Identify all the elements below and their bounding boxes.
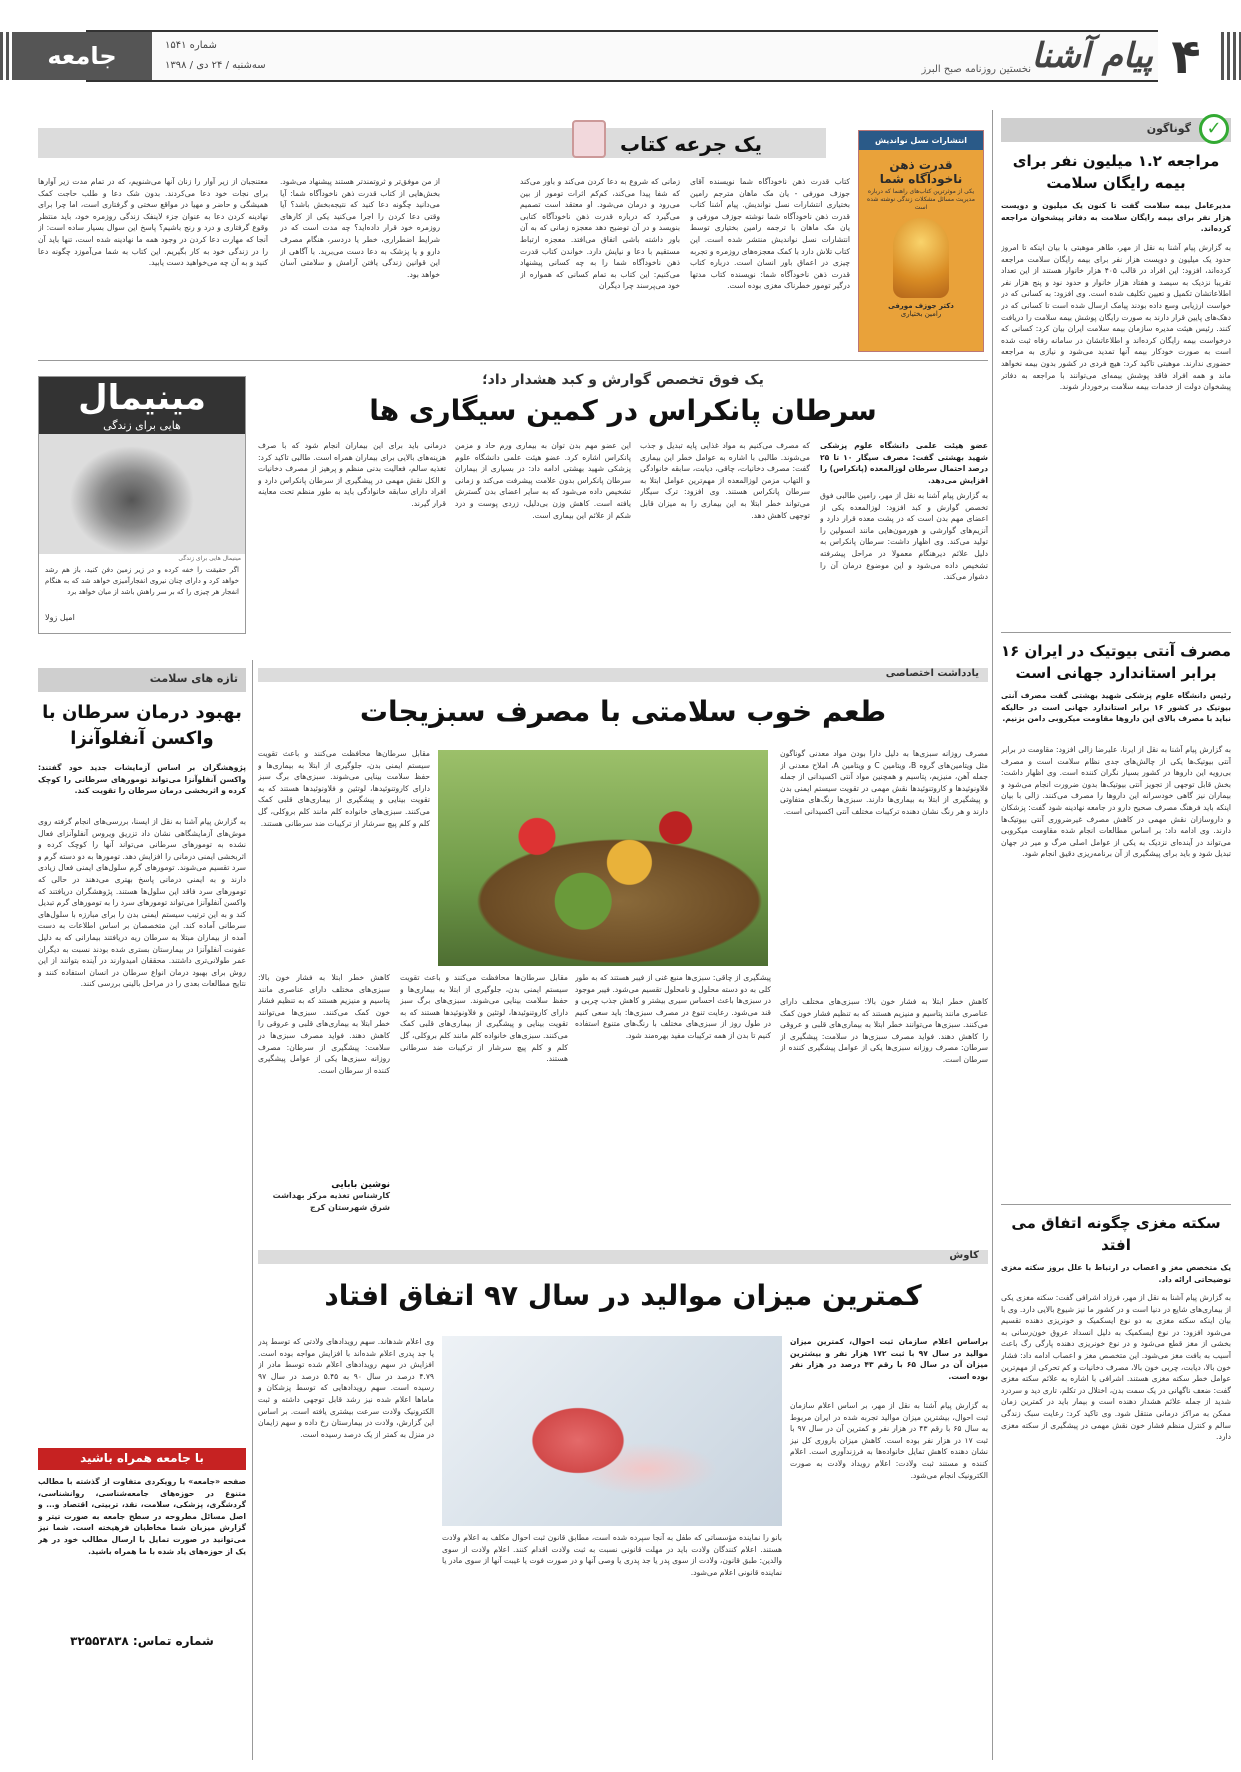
cover-translator: رامین بختیاری	[900, 310, 942, 318]
book-col-1: کتاب قدرت ذهن ناخودآگاه شما نویسنده آقای جوزف مورفی - یان مک ماهان مترجم رامین بختیاری انتشارات نسل نواندیش. پیام آشنا کتاب قدرت ذهن ناخودآگاه شما نوشته جوزف مورفی و یان مک ماهان با ترجمه رامین بختیاری توسط انتشارات نسل نواندیش منتشر شده است. این کتاب تلاش دارد با کمک معجزه‌های روزمره و تجربه چیزی در اعماق باور انسان است. درباره کتاب قدرت ذهن ناخودآگاه شما: نویسنده کتاب مدتها درگیر تومور خطرناک مغزی بوده است.	[690, 177, 850, 291]
minimal-brand: مینیمال	[39, 377, 245, 419]
minimal-box	[38, 376, 246, 634]
section-title: جامعه	[47, 42, 117, 70]
sidebar-label: گوناگون	[1146, 122, 1191, 135]
ad-title: با جامعه همراه باشید	[80, 1451, 204, 1465]
births-col-3: وی اعلام شدهاند. سهم رویدادهای ولادتی که توسط پدر یا جد پدری اعلام شده‌اند با افزایش مواجه بوده است. افزایش در سهم رویدادهای اعلام شده توسط مادر از ۴.۷۹ درصد در سال ۹۰ به ۵.۴۵ درصد در سال ۹۷ رسیده است. سهم رویدادهایی که توسط پزشکان و ماماها اعلام شده نیز رشد قابل توجهی داشته و ثبت الکترونیک ولادت سرعت بیشتری یافته است. بر اساس این گزارش، ولادت در بیمارستان رخ داده و سهم زایمان در منزل به کمتر از یک درصد رسیده است.	[258, 1337, 434, 1439]
cover-title: قدرت ذهن ناخودآگاه شما	[879, 158, 963, 186]
divider	[1001, 1204, 1231, 1205]
page-number: ۴	[1171, 29, 1201, 85]
cancer-col-2: که مصرف می‌کنیم به مواد غذایی پایه تبدیل و جذب می‌شوند. طالبی با اشاره به عوامل خطر این بیماری گفت: مصرف دخانیات، چاقی، دیابت، سابقه خانوادگی و التهاب مزمن لوزالمعده از مهم‌ترین عوامل ابتلا به سرطان پانکراس هستند. وی افزود: ترک سیگار می‌تواند خطر ابتلا به این بیماری را به میزان قابل توجهی کاهش دهد.	[640, 441, 810, 520]
minimal-quote: اگر حقیقت را خفه کرده و در زیر زمین دفن کنید، باز هم رشد خواهد کرد و دارای چنان نیروی انفجارآمیزی خواهد شد که به هنگام انفجار هر چیزی را که بر سر راهش باشد از میان خواهد برد	[45, 566, 239, 596]
sidebar-a1-body: به گزارش پیام آشنا به نقل از مهر، طاهر موهبتی با بیان اینکه تا امروز حدود یک میلیون و دویست هزار نفر برای بیمه رایگان سلامت مراجعه کرده‌اند، افزود: این افراد در قالب ۴۰۵ هزار خانوار هستند از این تعداد تقریبا نزدیک به سیصد و هفتاد هزار خانوار و حدود نود و پنج هزار نفر اطلاعاتشان تکمیل و تعیین تکلیف شده است. وی افزود: به کسانی که در خواست ارزیابی وسع داده بودند پیامک ارسال شده است تا کسانی که در دهک‌های پایین قرار دارند به صورت رایگان پوشش بیمه سلامت را دریافت کنند. رئیس هیئت مدیره سازمان بیمه سلامت ایران بیان کرد: کسانی که درخواست بیمه رایگان کرده‌اند و اطلاعاتشان در سامانه رفاه ثبت شده است به صورت خودکار بیمه آنها تمدید می‌شود و نیازی به مراجعه حضوری ندارند. موهبتی تاکید کرد: هیچ فردی در کشور بدون بیمه نخواهد ماند و همه افراد فاقد پوشش بیمه‌ای می‌توانند با مراجعه به دفاتر پیشخوان دولت از خدمات بیمه سلامت برخوردار شوند.	[1001, 243, 1231, 392]
ad-body: صفحه «جامعه» با رویکردی متفاوت از گذشته با مطالب متنوع در حوزه‌های جامعه‌شناسی، روانشناسی، گردشگری، پزشکی، سلامت، نقد، تربیتی، اقتصاد و... و اصل مسائل مطروحه در سطح جامعه به صورت تیتر و گزارش میزبان شما مخاطبان فرهیخته است. شما نیز می‌توانید در صورت تمایل با ارسال مطالب خود در هر یک از حوزه‌های یاد شده با ما همراه باشید.	[38, 1477, 246, 1556]
book-cover	[858, 130, 984, 352]
issue-date: سه‌شنبه / ۲۴ دی / ۱۳۹۸	[165, 60, 266, 71]
births-lead: براساس اعلام سازمان ثبت احوال، کمترین میزان موالید در سال ۹۷ با ثبت ۱۷۲ هزار نفر و بیشترین میزان آن در سال ۶۵ با رقم ۴۳ درصد در هزار نفر بوده است.	[790, 1337, 988, 1381]
ad-phone: شماره تماس: ۳۲۵۵۳۸۳۸	[70, 1634, 214, 1648]
sidebar-a3-body: به گزارش پیام آشنا به نقل از مهر، فرزاد اشرافی گفت: سکته مغزی یکی از بیماری‌های شایع در دنیا است و در کشور ما نیز شیوع بالایی دارد. وی با بیان اینکه سکته مغزی به دو نوع ایسکمیک و خونریزی دهنده تقسیم می‌شود افزود: در نوع ایسکمیک به دلیل انسداد عروق خون‌رسانی به بخشی از مغز قطع می‌شود و در نوع خونریزی دهنده پارگی رگ باعث آسیب به بافت مغز می‌شود. این متخصص مغز و اعصاب ادامه داد: فشار خون بالا، دیابت، چربی خون بالا، مصرف دخانیات و کم تحرکی از مهم‌ترین عوامل خطر سکته مغزی هستند. اشرافی با اشاره به علائم سکته مغزی گفت: ضعف ناگهانی در یک سمت بدن، اختلال در تکلم، تاری دید و سردرد شدید از جمله علائم هشدار دهنده است و بیمار باید در کمترین زمان ممکن به مراکز درمانی منتقل شود. وی تاکید کرد: رعایت سبک زندگی سالم و کنترل منظم فشار خون نقش مهمی در پیشگیری از سکته مغزی دارد.	[1001, 1293, 1231, 1442]
cover-publisher: انتشارات نسل نواندیش	[859, 131, 983, 150]
cancer-col-1: به گزارش پیام آشنا به نقل از مهر، رامین طالبی فوق تخصص گوارش و کبد افزود: لوزالمعده یکی از اعضای مهم بدن است که در پشت معده قرار دارد و آنزیم‌های گوارشی و هورمون‌هایی مانند انسولین را تولید می‌کند. وی اظهار داشت: سرطان پانکراس به دلیل علائم دیرهنگام معمولا در مراحل پیشرفته تشخیص داده می‌شود و این موضوع درمان آن را دشوار می‌کند.	[820, 491, 988, 582]
births-col-2: بانو را نماینده مؤسساتی که طفل به آنجا سپرده شده است، مطابق قانون ثبت احوال مکلف به اعلام ولادت هستند. اعلام کنندگان ولادت باید در مهلت قانونی نسبت به ثبت ولادت اقدام کنند. اعلام ولادت از سوی والدین: طبق قانون، ولادت از سوی پدر یا جد پدری یا وصی آنها و در صورت فوت یا غیبت آنها از سوی مادر یا نماینده قانونی اعلام می‌شود.	[442, 1533, 782, 1577]
minimal-tagline: هایی برای زندگی	[39, 419, 245, 434]
veg-author-block	[258, 1180, 390, 1236]
vaccine-body: به گزارش پیام آشنا به نقل از ایسنا، بررسی‌های انجام گرفته روی موش‌های آزمایشگاهی نشان داد تزریق ویروس آنفلوآنزای فعال نشده به تومورهای سرطانی می‌تواند آنها را کوچک کرده و اثربخشی ایمنی درمانی را افزایش دهد. تومورها به دو دسته گرم و سرد تقسیم می‌شوند. تومورهای گرم سلول‌های ایمنی فعال زیادی دارند و به ایمنی درمانی پاسخ بهتری می‌دهند در حالی که تومورهای سرد فاقد این سلول‌ها هستند. پژوهشگران دریافتند که واکسن آنفلوآنزا می‌تواند تومورهای سرد را به تومورهای گرم تبدیل کند و به این ترتیب سیستم ایمنی بدن را برای مبارزه با سلول‌های سرطانی آماده کند. این متخصصان بر اساس اطلاعات به دست آمده از بیماران مبتلا به سرطان ریه دریافتند بیمارانی که به دلیل عفونت آنفلوآنزا در بیمارستان بستری شده بودند نسبت به دیگران عمر طولانی‌تری داشتند. محققان امیدوارند در آینده بتوانند از این روش برای بهبود درمان انواع سرطان در انسان استفاده کنند و نتایج مطالعات بعدی را در مراحل بالینی بررسی کنند.	[38, 817, 246, 989]
divider	[1001, 632, 1231, 633]
issue-number: شماره ۱۵۴۱	[165, 40, 217, 51]
cup-icon	[572, 120, 606, 158]
book-col-3: از من موفق‌تر و ثروتمندتر هستند پیشنهاد می‌شود. بخش‌هایی از کتاب قدرت ذهن ناخودآگاه شما: آیا می‌دانید چگونه دعا کنید که نتیجه‌بخش باشد؟ آیا وقتی دعا کردن را اجرا می‌کنید یکی از کارهای روزمره خود قرار داده‌اید؟ چه مدت است که در شرایط اضطراری، خطر یا دردسر، هنگام مصرف دارو و یا پزشک به دعا دست می‌برید. با آگاهی از این قوانین زندگی یافتن آرامش و سلامتی آسان خواهد بود.	[280, 177, 440, 279]
newborn-image	[442, 1336, 782, 1526]
sidebar-a3-lead: یک متخصص مغز و اعصاب در ارتباط با علل بروز سکته مغزی توضیحاتی ارائه داد.	[1001, 1263, 1231, 1284]
cancer-col-3: این عضو مهم بدن توان به بیماری ورم حاد و مزمن پانکراس اشاره کرد. عضو هیئت علمی دانشگاه علوم پزشکی شهید بهشتی ادامه داد: در بسیاری از بیماران سرطان پانکراس بدون علامت پیشرفت می‌کند و زمانی تشخیص داده می‌شود که به سایر اعضای بدن گسترش یافته است. کاهش وزن بی‌دلیل، زردی پوست و درد شکم از علائم این بیماری است.	[455, 441, 631, 520]
minimal-caption: مینیمال هایی برای زندگی	[178, 555, 241, 562]
births-label: کاوش	[949, 1250, 979, 1261]
portrait-image	[39, 434, 245, 554]
vaccine-title: بهبود درمان سرطان با واکسن آنفلوآنزا	[42, 702, 242, 749]
veg-col-2: مقابل سرطان‌ها محافظت می‌کنند و باعث تقویت سیستم ایمنی بدن، جلوگیری از ابتلا به بیماری‌ها و حفظ سلامت بینایی می‌شوند. سبزی‌های برگ سبز دارای کاروتنوئیدها، لوتئین و فلاونوئیدها هستند که به تقویت بینایی و پیشگیری از بیماری‌های قلبی کمک می‌کنند. سبزی‌های خانواده کلم مانند کلم بروکلی، گل کلم و کلم پیچ سرشار از ترکیبات ضد سرطانی هستند.	[258, 749, 430, 828]
veg-col-5: کاهش خطر ابتلا به فشار خون بالا: سبزی‌های مختلف دارای عناصری مانند پتاسیم و منیزیم هستند که به تنظیم فشار خون کمک می‌کنند. سبزی‌ها می‌توانند خطر ابتلا به بیماری‌های قلبی و عروقی را کاهش دهند. فواید مصرف سبزی‌ها در سلامت: پیشگیری از سرطان: مصرف روزانه سبزی‌ها یکی از عوامل پیشگیری کننده از سرطان است.	[258, 973, 390, 1075]
book-col-2: زمانی که شروع به دعا کردن می‌کند و باور می‌کند که شفا پیدا می‌کند، کم‌کم اثرات تومور از بین می‌رود و درمان می‌شود. او معتقد است تصمیم می‌گیرد که درباره قدرت ذهن ناخودآگاه کتابی بنویسد و در آن توضیح دهد معجزه زمانی که به آن باور داشته باشی اتفاق می‌افتد. معجزه ارتباط مستقیم با دعا و نیایش دارد. خواندن کتاب قدرت ذهن ناخودآگاه شما را به چه کسانی پیشنهاد می‌کنیم: این کتاب به تمام کسانی که همواره از خود می‌پرسند چرا دیگران	[520, 177, 680, 291]
sidebar-a1-title: مراجعه ۱.۲ میلیون نفر برای بیمه رایگان سلامت	[1012, 152, 1220, 192]
veg-author-role: کارشناس تغذیه مرکز بهداشت شرق شهرستان کرج	[272, 1191, 390, 1212]
cover-subtitle: یکی از موثرترین کتاب‌های راهنما که درباره مدیریت مسائل مشکلات زندگی نوشته شده است	[867, 188, 975, 211]
veg-title: طعم خوب سلامتی با مصرف سبزیجات	[359, 695, 887, 728]
veg-author-name: نوشین بابایی	[331, 1180, 390, 1190]
births-label-bar	[258, 1250, 988, 1264]
veg-label: یادداشت اختصاصی	[885, 668, 979, 679]
health-label-bar	[38, 668, 246, 692]
births-col-1: به گزارش پیام آشنا به نقل از مهر، بر اساس اعلام سازمان ثبت احوال، بیشترین میزان موالید تجربه شده در ایران مربوط به سال ۶۵ با رقم ۴۳ در هزار نفر و کمترین آن در سال ۹۷ با ثبت ۱۷ در هزار نفر بوده است. کاهش میزان باروری کل نیز نشان دهنده کاهش تمایل خانواده‌ها به فرزندآوری است. اعلام کننده و مستند ثبت ولادت: اعلام رویداد ولادت به صورت الکترونیک انجام می‌شود.	[790, 1401, 988, 1480]
cancer-lead: عضو هیئت علمی دانشگاه علوم پزشکی شهید بهشتی گفت: مصرف سیگار ۱۰ تا ۲۵ درصد احتمال سرطان لوزالمعده (پانکراس) را افزایش می‌دهد.	[820, 441, 988, 485]
minimal-author: امیل زولا	[45, 613, 75, 622]
veg-col-3b: مقابل سرطان‌ها محافظت می‌کنند و باعث تقویت سیستم ایمنی بدن، جلوگیری از ابتلا به بیماری‌ها و حفظ سلامت بینایی می‌شوند. سبزی‌های برگ سبز دارای کاروتنوئیدها، لوتئین و فلاونوئیدها هستند که به تقویت بینایی و پیشگیری از بیماری‌های قلبی کمک می‌کنند. سبزی‌های خانواده کلم مانند کلم بروکلی، گل کلم و کلم پیچ سرشار از ترکیبات ضد سرطانی هستند.	[400, 973, 568, 1064]
sidebar-a3-title: سکته مغزی چگونه اتفاق می افتد	[1011, 1214, 1221, 1254]
section-name	[12, 32, 152, 80]
health-label: تازه های سلامت	[149, 672, 238, 685]
cover-head-icon	[893, 218, 949, 298]
column-rule	[252, 660, 253, 1760]
sidebar-a2-lead: رئیس دانشگاه علوم پزشکی شهید بهشتی گفت مصرف آنتی بیوتیک در کشور ۱۶ برابر استاندارد جهانی است در حالیکه نباید با مصرف بالای این داروها مقاومت میکروبی دامن بزنیم.	[1001, 691, 1231, 724]
sidebar-a2-title: مصرف آنتی بیوتیک در ایران ۱۶ برابر استاندارد جهانی است	[1001, 642, 1231, 682]
veg-col-3: پیشگیری از چاقی: سبزی‌ها منبع غنی از فیبر هستند که به طور کلی به دو دسته محلول و نامحلول تقسیم می‌شود. فیبر موجود در سبزی‌ها باعث احساس سیری بیشتر و کاهش جذب چربی و قند می‌شود. رعایت تنوع در مصرف سبزی‌ها: باید سعی کنیم در طول روز از سبزی‌های مختلف با رنگ‌های متنوع استفاده کنیم تا بدن از همه ترکیبات مفید بهره‌مند شود.	[575, 973, 771, 1040]
sidebar-a2-body: به گزارش پیام آشنا به نقل از ایرنا، علیرضا زالی افزود: مقاومت در برابر آنتی بیوتیک‌ها یکی از چالش‌های جدی نظام سلامت است و مصرف بی‌رویه این داروها در کشور بسیار نگران کننده است. وی اظهار داشت: بخش قابل توجهی از تجویز آنتی بیوتیک‌ها بدون ضرورت انجام می‌شود و بیماران نیز گاهی خودسرانه این داروها را مصرف می‌کنند. زالی با بیان اینکه باید فرهنگ مصرف صحیح دارو در جامعه نهادینه شود گفت: پزشکان و داروسازان نقش مهمی در کاهش مصرف غیرضروری آنتی بیوتیک‌ها دارند. وی ادامه داد: بر اساس مطالعات انجام شده مقاومت میکروبی می‌تواند در آینده‌ای نزدیک به یکی از عوامل اصلی مرگ و میر در جهان تبدیل شود و باید برای پیشگیری از آن برنامه‌ریزی دقیق انجام شود.	[1001, 745, 1231, 859]
vaccine-lead: پژوهشگران بر اساس آزمایشات جدید خود گفتند: واکسن آنفلوآنزا می‌تواند تومورهای سرطانی را کوچک کرده و اثربخشی درمان سرطان را تقویت کند.	[38, 763, 246, 796]
masthead-pattern-left	[0, 32, 12, 80]
vegetable-basket-image	[438, 750, 768, 966]
sidebar-header	[1001, 118, 1231, 142]
cancer-title: سرطان پانکراس در کمین سیگاری ها	[369, 394, 877, 427]
cover-author: دکتر جوزف مورفی	[888, 302, 954, 310]
sidebar-a1-lead: مدیرعامل بیمه سلامت گفت تا کنون یک میلیون و دویست هزار نفر برای بیمه رایگان سلامت به دفاتر پیشخوان مراجعه کرده‌اند.	[1001, 201, 1231, 234]
ad-header	[38, 1448, 246, 1470]
cancer-kicker: یک فوق تخصص گوارش و کبد هشدار داد؛	[482, 372, 764, 388]
masthead-pattern	[1221, 32, 1241, 80]
veg-col-4: کاهش خطر ابتلا به فشار خون بالا: سبزی‌های مختلف دارای عناصری مانند پتاسیم و منیزیم هستند که به تنظیم فشار خون کمک می‌کنند. سبزی‌ها می‌توانند خطر ابتلا به بیماری‌های قلبی و عروقی را کاهش دهند. فواید مصرف سبزی‌ها در سلامت: پیشگیری از سرطان: مصرف روزانه سبزی‌ها یکی از عوامل پیشگیری کننده از سرطان است.	[780, 997, 988, 1064]
births-title: کمترین میزان موالید در سال ۹۷ اتفاق افتاد	[324, 1279, 922, 1312]
veg-label-bar	[258, 668, 988, 682]
column-rule	[992, 110, 993, 1760]
book-banner-title: یک جرعه کتاب	[620, 132, 762, 156]
veg-col-1: مصرف روزانه سبزی‌ها به دلیل دارا بودن مواد معدنی گوناگون مثل ویتامین‌های گروه B، ویتامین C و ویتامین A، املاح معدنی از جمله آهن، منیزیم، پتاسیم و همچنین مواد آنتی اکسیدانی از جمله فلاونوئیدها و کاروتنوئیدها نقش مهمی در تقویت سیستم ایمنی بدن و پیشگیری از ابتلا به بیماری‌ها دارند. سبزی‌ها رنگ‌های متفاوتی دارند و هر رنگ نشان دهنده ترکیبات مختلف آنتی اکسیدانی است.	[780, 749, 988, 816]
check-icon: ✓	[1199, 114, 1229, 144]
masthead-slogan: نخستین روزنامه صبح البرز	[921, 64, 1031, 75]
section-rule	[38, 360, 988, 361]
masthead-logo: پیام آشنا	[1031, 36, 1153, 76]
cancer-col-4: درمانی باید برای این بیماران انجام شود که با صرف هزینه‌های بالایی برای بیماران همراه است. طالبی تاکید کرد: تغذیه سالم، فعالیت بدنی منظم و پرهیز از مصرف دخانیات و الکل نقش مهمی در پیشگیری از سرطان پانکراس دارد و افراد دارای سابقه خانوادگی باید به طور منظم تحت معاینه قرار گیرند.	[258, 441, 446, 508]
book-col-4: معتنجبان از زیر آوار را زنان آنها می‌شنویم، که در تمام مدت زیر آوارها برای نجات خود دعا می‌کردند. بدون شک دعا و طلب حاجت کمک همیشگی و حاضر و مهیا در مواقع سختی و گرفتاری است، اما چرا برای نهادینه کردن دعا به عنوان جزء لاینفک زندگی روزمره خود، باید منتظر وقوع گرفتاری و درد و رنج باشیم؟ پاسخ این سوال بسیار ساده است: از آنجا که مهارت دعا کردن در وجود همه ما نهادینه شده است، تنها باید آن را در زندگی خود به کار بگیریم. این کتاب به شما می‌آموزد چگونه دعا کنید و به آن چه می‌خواهید دست یابید.	[38, 177, 268, 268]
